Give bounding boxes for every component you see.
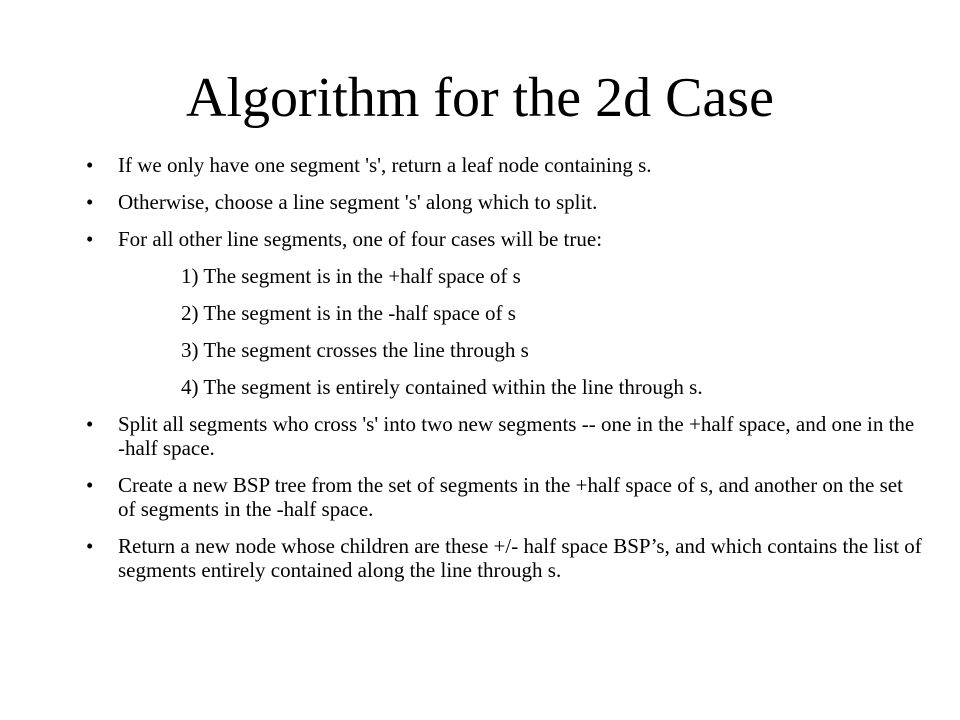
bullet-icon: • (86, 412, 94, 436)
bullet-icon: • (86, 534, 94, 558)
bullet-text: Return a new node whose children are these +/- half space BSP’s, and which contains the list of segments entirely contained along the line through s. (118, 534, 922, 582)
slide-content (82, 153, 922, 595)
bullet-item (82, 153, 922, 177)
sub-item-text: 4) The segment is entirely contained within the line through s. (181, 375, 703, 399)
sub-item (82, 375, 922, 399)
sub-item (82, 301, 922, 325)
bullet-text: Otherwise, choose a line segment 's' along which to split. (118, 190, 598, 214)
bullet-icon: • (86, 153, 94, 177)
bullet-text: Split all segments who cross 's' into two new segments -- one in the +half space, and one in the -half space. (118, 412, 915, 460)
bullet-icon: • (86, 227, 94, 251)
bullet-icon: • (86, 473, 94, 497)
sub-item (82, 264, 922, 288)
bullet-text: Create a new BSP tree from the set of segments in the +half space of s, and another on the set of segments in the -half space. (118, 473, 903, 521)
bullet-item (82, 190, 922, 214)
bullet-item (82, 412, 922, 460)
bullet-item (82, 534, 922, 582)
bullet-text: For all other line segments, one of four cases will be true: (118, 227, 603, 251)
bullet-item (82, 227, 922, 251)
bullet-item (82, 473, 922, 521)
sub-item (82, 338, 922, 362)
bullet-text: If we only have one segment 's', return a leaf node containing s. (118, 153, 652, 177)
sub-item-text: 3) The segment crosses the line through s (181, 338, 529, 362)
bullet-icon: • (86, 190, 94, 214)
sub-item-text: 1) The segment is in the +half space of s (181, 264, 521, 288)
sub-item-text: 2) The segment is in the -half space of s (181, 301, 516, 325)
slide-title: Algorithm for the 2d Case (186, 67, 774, 129)
